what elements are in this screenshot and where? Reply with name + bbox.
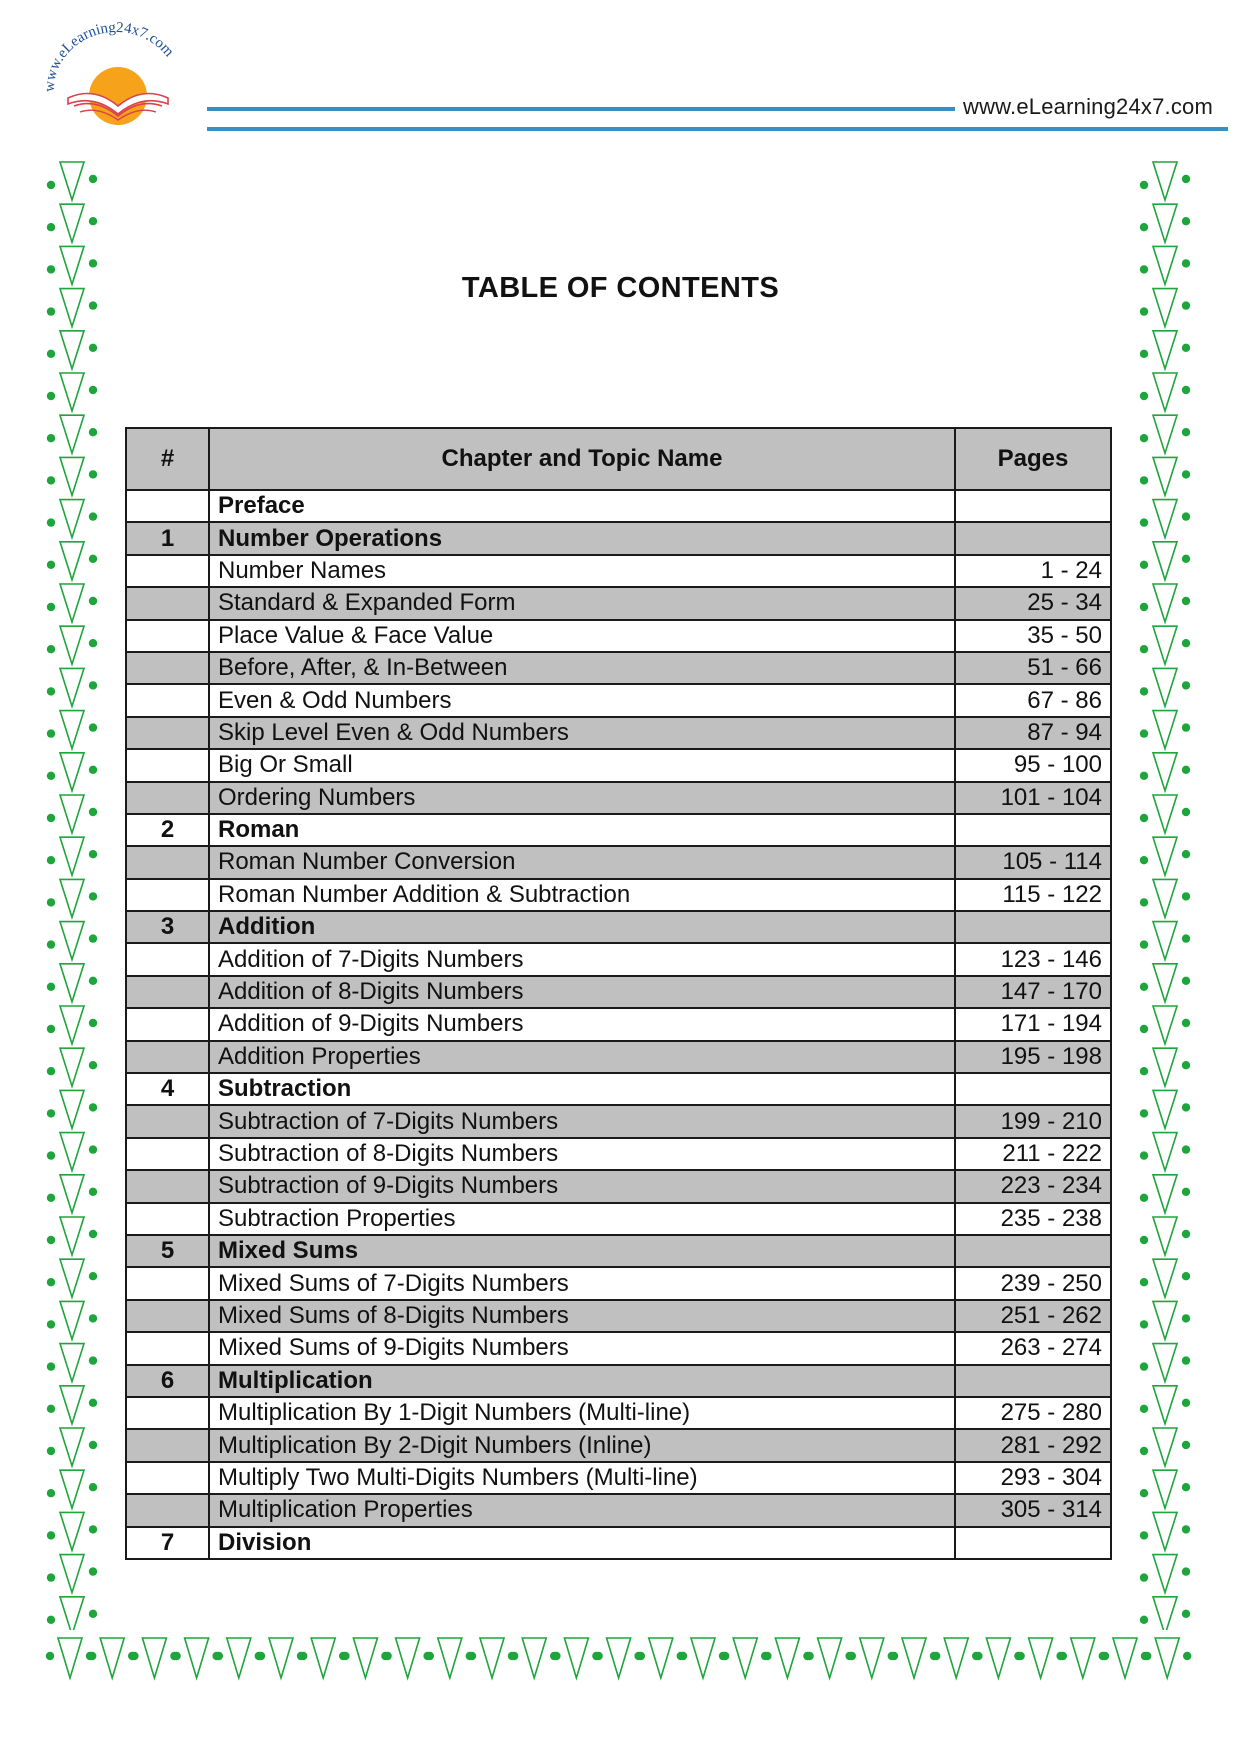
row-pages: 147 - 170 — [955, 976, 1111, 1008]
row-pages: 239 - 250 — [955, 1267, 1111, 1299]
header-rule-top — [207, 107, 955, 111]
toc-header-row — [126, 428, 1111, 490]
row-pages: 105 - 114 — [955, 846, 1111, 878]
row-topic: Preface — [209, 490, 955, 522]
topic-row — [126, 652, 1111, 684]
row-number — [126, 1494, 209, 1526]
row-topic: Number Names — [209, 555, 955, 587]
row-topic: Subtraction of 7-Digits Numbers — [209, 1105, 955, 1137]
row-number: 5 — [126, 1235, 209, 1267]
row-pages: 211 - 222 — [955, 1138, 1111, 1170]
row-number — [126, 1008, 209, 1040]
row-number — [126, 943, 209, 975]
topic-row — [126, 620, 1111, 652]
row-pages: 1 - 24 — [955, 555, 1111, 587]
topic-row — [126, 1300, 1111, 1332]
topic-row — [126, 1494, 1111, 1526]
row-number — [126, 1203, 209, 1235]
row-number — [126, 1397, 209, 1429]
row-pages — [955, 490, 1111, 522]
row-topic: Multiplication By 1-Digit Numbers (Multi-line) — [209, 1397, 955, 1429]
topic-row — [126, 1170, 1111, 1202]
row-pages: 235 - 238 — [955, 1203, 1111, 1235]
row-pages — [955, 911, 1111, 943]
row-number — [126, 1462, 209, 1494]
row-topic: Roman — [209, 814, 955, 846]
row-number — [126, 879, 209, 911]
row-pages: 305 - 314 — [955, 1494, 1111, 1526]
topic-row — [126, 1429, 1111, 1461]
row-topic: Subtraction Properties — [209, 1203, 955, 1235]
row-topic: Place Value & Face Value — [209, 620, 955, 652]
chapter-row — [126, 1527, 1111, 1559]
row-number: 3 — [126, 911, 209, 943]
decorative-border-left — [44, 160, 100, 1630]
row-topic: Big Or Small — [209, 749, 955, 781]
topic-row — [126, 717, 1111, 749]
row-number — [126, 717, 209, 749]
row-number — [126, 1332, 209, 1364]
topic-row — [126, 943, 1111, 975]
row-topic: Addition of 8-Digits Numbers — [209, 976, 955, 1008]
row-number — [126, 490, 209, 522]
chapter-row — [126, 1235, 1111, 1267]
row-pages: 87 - 94 — [955, 717, 1111, 749]
row-number — [126, 1138, 209, 1170]
toc-table — [125, 427, 1112, 1560]
elearning-logo — [40, 20, 215, 150]
row-number — [126, 555, 209, 587]
toc-body — [126, 490, 1111, 1559]
row-topic: Mixed Sums of 9-Digits Numbers — [209, 1332, 955, 1364]
topic-row — [126, 1105, 1111, 1137]
page-header — [0, 0, 1241, 150]
topic-row — [126, 1008, 1111, 1040]
row-pages — [955, 1365, 1111, 1397]
topic-row — [126, 749, 1111, 781]
row-topic: Ordering Numbers — [209, 782, 955, 814]
decorative-border-right — [1137, 160, 1193, 1630]
row-topic: Mixed Sums of 7-Digits Numbers — [209, 1267, 955, 1299]
row-number — [126, 1300, 209, 1332]
row-pages: 263 - 274 — [955, 1332, 1111, 1364]
topic-row — [126, 1332, 1111, 1364]
row-number: 1 — [126, 522, 209, 554]
row-topic: Number Operations — [209, 522, 955, 554]
row-topic: Before, After, & In-Between — [209, 652, 955, 684]
row-topic: Addition of 9-Digits Numbers — [209, 1008, 955, 1040]
topic-row — [126, 879, 1111, 911]
column-header-number: # — [126, 428, 209, 490]
row-pages: 51 - 66 — [955, 652, 1111, 684]
row-pages: 281 - 292 — [955, 1429, 1111, 1461]
row-topic: Subtraction of 9-Digits Numbers — [209, 1170, 955, 1202]
topic-row — [126, 555, 1111, 587]
row-pages — [955, 522, 1111, 554]
row-pages: 95 - 100 — [955, 749, 1111, 781]
topic-row — [126, 587, 1111, 619]
topic-row — [126, 1203, 1111, 1235]
row-pages — [955, 1527, 1111, 1559]
row-pages: 251 - 262 — [955, 1300, 1111, 1332]
column-header-pages: Pages — [955, 428, 1111, 490]
row-topic: Roman Number Addition & Subtraction — [209, 879, 955, 911]
decorative-border-bottom — [44, 1632, 1194, 1692]
page-title: TABLE OF CONTENTS — [461, 272, 780, 304]
topic-row — [126, 976, 1111, 1008]
row-pages: 171 - 194 — [955, 1008, 1111, 1040]
topic-row — [126, 1462, 1111, 1494]
row-topic: Multiplication By 2-Digit Numbers (Inline) — [209, 1429, 955, 1461]
topic-row — [126, 1267, 1111, 1299]
chapter-row — [126, 522, 1111, 554]
row-number — [126, 684, 209, 716]
row-topic: Addition — [209, 911, 955, 943]
row-number — [126, 1170, 209, 1202]
row-pages: 35 - 50 — [955, 620, 1111, 652]
row-pages: 123 - 146 — [955, 943, 1111, 975]
row-number — [126, 587, 209, 619]
row-number — [126, 1105, 209, 1137]
topic-row — [126, 1397, 1111, 1429]
chapter-row — [126, 814, 1111, 846]
row-topic: Subtraction — [209, 1073, 955, 1105]
row-pages — [955, 1235, 1111, 1267]
chapter-row — [126, 1073, 1111, 1105]
row-number — [126, 652, 209, 684]
chapter-row — [126, 490, 1111, 522]
row-topic: Division — [209, 1527, 955, 1559]
row-number — [126, 1041, 209, 1073]
row-pages: 293 - 304 — [955, 1462, 1111, 1494]
topic-row — [126, 782, 1111, 814]
row-topic: Multiplication Properties — [209, 1494, 955, 1526]
row-pages: 275 - 280 — [955, 1397, 1111, 1429]
row-number: 7 — [126, 1527, 209, 1559]
row-topic: Mixed Sums — [209, 1235, 955, 1267]
topic-row — [126, 1138, 1111, 1170]
row-topic: Multiplication — [209, 1365, 955, 1397]
row-number — [126, 1429, 209, 1461]
row-pages: 195 - 198 — [955, 1041, 1111, 1073]
row-topic: Mixed Sums of 8-Digits Numbers — [209, 1300, 955, 1332]
column-header-topic: Chapter and Topic Name — [209, 428, 955, 490]
row-topic: Multiply Two Multi-Digits Numbers (Multi-line) — [209, 1462, 955, 1494]
site-url: www.eLearning24x7.com — [963, 94, 1214, 119]
row-pages: 115 - 122 — [955, 879, 1111, 911]
topic-row — [126, 846, 1111, 878]
row-topic: Standard & Expanded Form — [209, 587, 955, 619]
row-number — [126, 976, 209, 1008]
header-rule-bottom — [207, 127, 1228, 131]
row-number: 4 — [126, 1073, 209, 1105]
row-pages — [955, 814, 1111, 846]
row-pages: 67 - 86 — [955, 684, 1111, 716]
row-pages — [955, 1073, 1111, 1105]
row-number — [126, 1267, 209, 1299]
row-topic: Skip Level Even & Odd Numbers — [209, 717, 955, 749]
topic-row — [126, 1041, 1111, 1073]
row-number — [126, 846, 209, 878]
row-topic: Subtraction of 8-Digits Numbers — [209, 1138, 955, 1170]
row-pages: 199 - 210 — [955, 1105, 1111, 1137]
topic-row — [126, 684, 1111, 716]
row-number: 2 — [126, 814, 209, 846]
row-number: 6 — [126, 1365, 209, 1397]
chapter-row — [126, 911, 1111, 943]
row-number — [126, 620, 209, 652]
row-topic: Addition Properties — [209, 1041, 955, 1073]
chapter-row — [126, 1365, 1111, 1397]
row-topic: Even & Odd Numbers — [209, 684, 955, 716]
row-pages: 25 - 34 — [955, 587, 1111, 619]
logo-text: www.eLearning24x7.com — [41, 20, 177, 93]
row-topic: Addition of 7-Digits Numbers — [209, 943, 955, 975]
row-topic: Roman Number Conversion — [209, 846, 955, 878]
row-pages: 101 - 104 — [955, 782, 1111, 814]
row-number — [126, 749, 209, 781]
row-pages: 223 - 234 — [955, 1170, 1111, 1202]
row-number — [126, 782, 209, 814]
